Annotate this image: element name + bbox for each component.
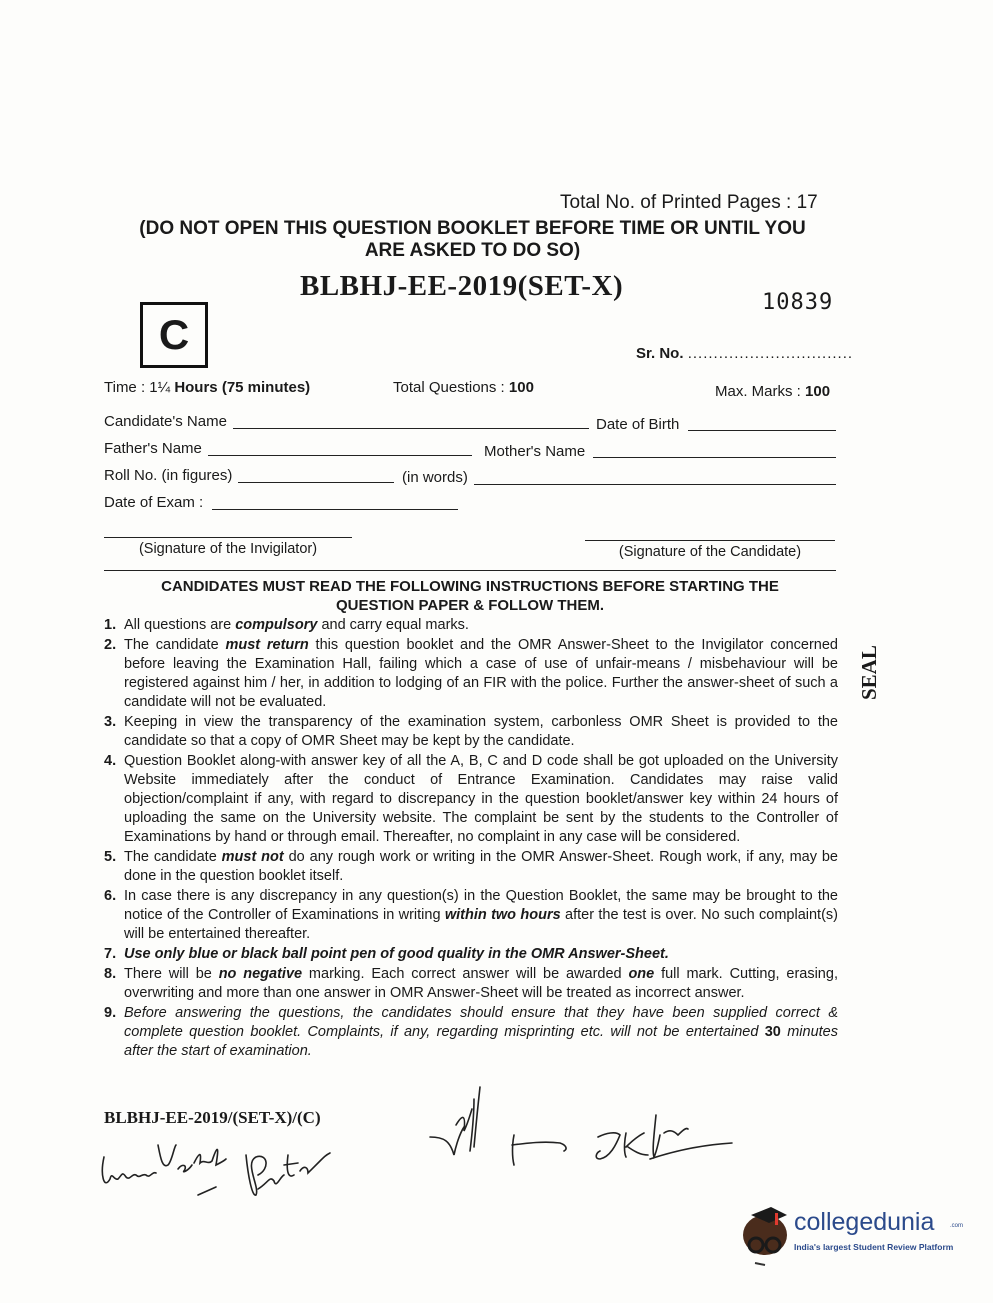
roll-no-figures-field[interactable] [238, 482, 394, 483]
total-questions-value: 100 [508, 379, 534, 396]
time-label: Time : 1¼ [104, 379, 171, 396]
do-not-open-warning [100, 218, 845, 262]
warning-line-2: ARE ASKED TO DO SO) [364, 240, 581, 261]
candidate-name-label: Candidate's Name [104, 413, 227, 430]
booklet-number: 10839 [762, 290, 834, 315]
instruction-item: 3. Keeping in view the transparency of the examination system, carbonless OMR Sheet is provided to the candidate so that a copy of OMR Sheet may be kept by the candidate. [104, 714, 838, 749]
roll-no-words-field[interactable] [474, 484, 836, 485]
warning-line-1: (DO NOT OPEN THIS QUESTION BOOKLET BEFORE TIME OR UNTIL YOU [139, 218, 806, 239]
candidate-signature[interactable]: (Signature of the Candidate) [585, 540, 835, 560]
instruction-item: 5. The candidate must not do any rough work or writing in the OMR Answer-Sheet. Rough work, if any, may be done in the question booklet itself. [104, 849, 838, 884]
seal-text: SEAL [857, 645, 881, 700]
date-of-exam-label: Date of Exam : [104, 494, 204, 511]
instruction-item: 2. The candidate must return this question booklet and the OMR Answer-Sheet to the Invigilator concerned before leaving the Examination Hall, failing which a case of use of unfair-means / misbehaviour will be registered against him / her, in addition to lodging of an FIR with the police. Further the answer-sheet of such a candidate will not be evaluated. [104, 637, 838, 710]
handwritten-signature-left [98, 1135, 338, 1205]
serial-number [636, 345, 853, 362]
date-of-birth-label: Date of Birth [596, 416, 680, 433]
instruction-item: 7. Use only blue or black ball point pen of good quality in the OMR Answer-Sheet. [104, 946, 669, 962]
total-questions-label: Total Questions : [393, 379, 505, 396]
instructions-heading [104, 577, 836, 615]
date-of-exam-field[interactable] [212, 509, 458, 510]
total-printed-pages: Total No. of Printed Pages : 17 [560, 192, 818, 213]
time-info [104, 379, 310, 396]
roll-no-words-label: (in words) [402, 469, 468, 486]
seal-stamp [855, 630, 883, 702]
divider [104, 570, 836, 571]
footer-paper-code: BLBHJ-EE-2019/(SET-X)/(C) [104, 1108, 321, 1127]
set-code-box [140, 302, 208, 368]
instruction-item: 9. Before answering the questions, the candidates should ensure that they have been supplied correct & complete question booklet. Complaints, if any, regarding misprinting etc. will not be entertained 30 minutes after the start of examination. [104, 1005, 838, 1059]
logo-wordmark: collegedunia [794, 1208, 935, 1236]
logo-domain-suffix: .com [950, 1223, 964, 1229]
date-of-birth-field[interactable] [688, 430, 836, 431]
total-questions [393, 379, 534, 396]
mothers-name-label: Mother's Name [484, 443, 586, 460]
instruction-item: 6. In case there is any discrepancy in any question(s) in the Question Booklet, the same may be brought to the notice of the Controller of Examinations in writing within two hours after the test is over. No such complaint(s) will be entertained thereafter. [104, 888, 838, 942]
handwritten-signature-right [420, 1085, 740, 1175]
mothers-name-field[interactable] [593, 457, 836, 458]
max-marks [715, 383, 830, 400]
time-value: Hours (75 minutes) [174, 379, 311, 396]
candidate-name-field[interactable] [233, 428, 589, 429]
set-letter: C [158, 311, 190, 358]
sr-no-label: Sr. No. [636, 345, 684, 362]
instructions-heading-line-1: CANDIDATES MUST READ THE FOLLOWING INSTRUCTIONS BEFORE STARTING THE [161, 578, 779, 595]
sr-no-dots: ................................ [687, 345, 854, 362]
instruction-item: 4. Question Booklet along-with answer key of all the A, B, C and D code shall be got uploaded on the University Website immediately after the conduct of Entrance Examination. Candidates may raise valid objection/complaint if any, with regard to discrepancy in the question booklet/answer key within 24 hours of uploading the same on the University website. The complaint be sent by the students to the Controller of Examinations by hand or through email. Thereafter, no complaint in any case will be considered. [104, 753, 838, 845]
paper-code: BLBHJ-EE-2019(SET-X) [300, 270, 624, 302]
fathers-name-field[interactable] [208, 455, 472, 456]
fathers-name-label: Father's Name [104, 440, 202, 457]
invigilator-signature[interactable]: (Signature of the Invigilator) [104, 537, 352, 557]
instruction-item: 8. There will be no negative marking. Each correct answer will be awarded one full mark. Cutting, erasing, overwriting and more than one answer in OMR Answer-Sheet will be treated as incorrect answer. [104, 966, 838, 1001]
roll-no-figures-label: Roll No. (in figures) [104, 467, 233, 484]
instruction-item: 1. All questions are compulsory and carry equal marks. [104, 617, 469, 633]
logo-tagline: India's largest Student Review Platform [794, 1242, 954, 1252]
max-marks-value: 100 [805, 383, 831, 400]
max-marks-label: Max. Marks : [715, 383, 801, 400]
instructions-list [100, 616, 838, 1062]
instructions-heading-line-2: QUESTION PAPER & FOLLOW THEM. [335, 597, 605, 614]
